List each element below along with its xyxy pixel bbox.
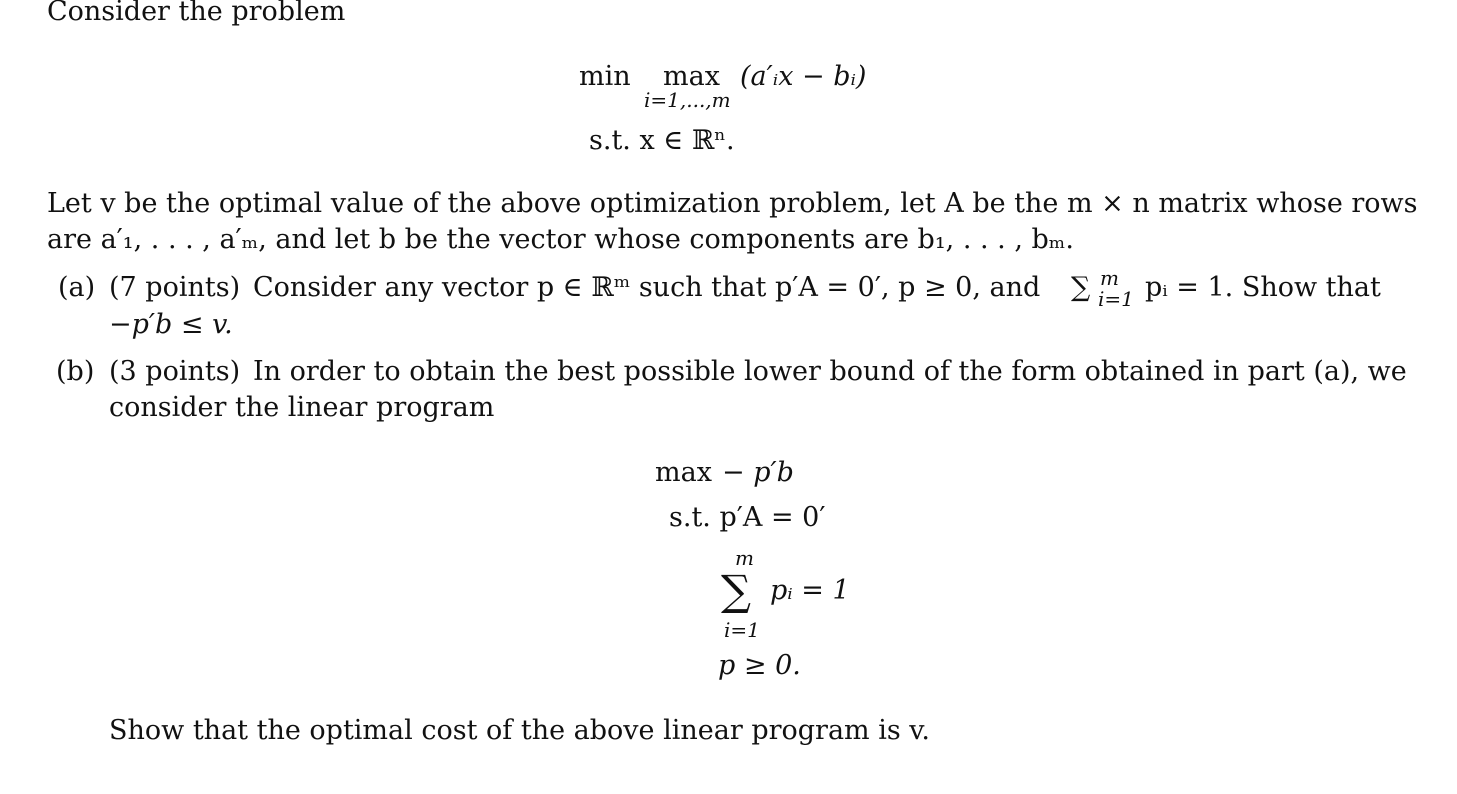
part-a-sum-sup: m [1100,266,1119,290]
paragraph-line-1: Let v be the optimal value of the above optimization problem, let A be the m × n matrix whose rows [47,188,1418,219]
min-operator: min [579,61,631,92]
part-a-statement: Consider any vector p ∈ ℝᵐ such that p′A = 0′, p ≥ 0, and [253,272,1041,303]
lp-sum-top: m [735,546,754,570]
part-b-label: (b) [56,356,95,387]
max-operator: max [663,61,720,92]
intro-text: Consider the problem [47,0,346,27]
part-b-statement-2: consider the linear program [109,392,495,423]
lp-sum-bottom: i=1 [724,618,760,642]
lp-sum-symbol: ∑ [721,566,751,615]
part-b-statement: In order to obtain the best possible lower bound of the form obtained in part (a), we [253,356,1407,387]
part-a-statement-end: pᵢ = 1. Show that [1145,272,1381,303]
part-a-sum-sub: i=1 [1098,287,1134,311]
objective-expression: (a′ᵢx − bᵢ) [740,61,867,92]
part-b-points: (3 points) [109,356,241,387]
lp-constraint-3: p ≥ 0. [718,650,801,681]
part-a-points: (7 points) [109,272,241,303]
lp-objective: − p′b [722,457,794,488]
part-a-sum-symbol: ∑ [1071,272,1091,303]
conclusion-text: Show that the optimal cost of the above linear program is v. [109,715,930,746]
part-a-inequality: −p′b ≤ v. [109,309,233,340]
max-subscript: i=1,...,m [644,88,731,112]
paragraph-line-2: are a′₁, . . . , a′ₘ, and let b be the vector whose components are b₁, . . . , bₘ. [47,224,1074,255]
lp-constraint-1: s.t. p′A = 0′ [669,502,826,533]
lp-sum-expression: pᵢ = 1 [770,575,850,606]
minmax-constraint: s.t. x ∈ ℝⁿ. [589,125,735,156]
lp-max-operator: max [655,457,712,488]
part-a-label: (a) [58,272,96,303]
